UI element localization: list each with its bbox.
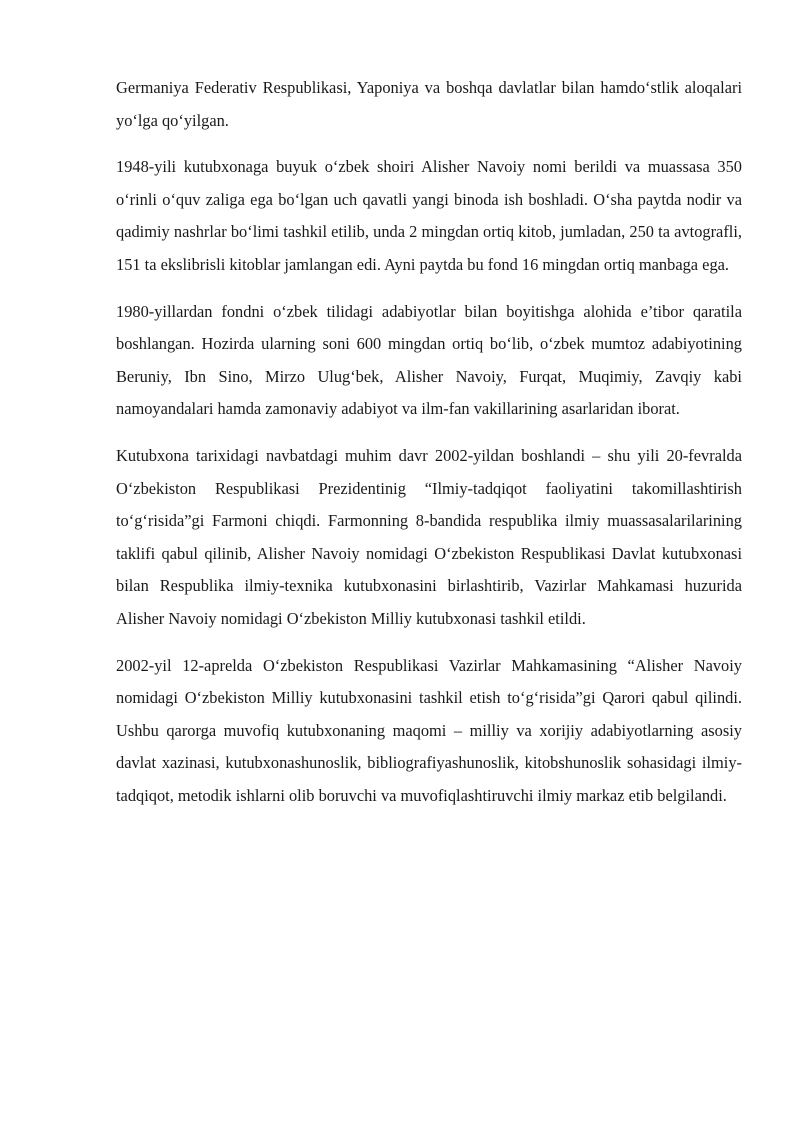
paragraph-5: 2002-yil 12-aprelda O‘zbekiston Respublikasi Vazirlar Mahkamasining “Alisher Navoiy nomidagi O‘zbekiston Milliy kutubxonasini tashkil etish to‘g‘risida”gi Qarori qabul qilindi. Ushbu qarorga muvofiq kutubxonaning maqomi – milliy va xorijiy adabiyotlarning asosiy davlat xazinasi, kutubxonashunoslik, bibliografiyashunoslik, kitobshunoslik sohasidagi ilmiy-tadqiqot, metodik ishlarni olib boruvchi va muvofiqlashtiruvchi ilmiy markaz etib belgilandi. <box>116 655 742 805</box>
document-page <box>116 72 742 826</box>
paragraph-1: Germaniya Federativ Respublikasi, Yaponiya va boshqa davlatlar bilan hamdo‘stlik aloqalari yo‘lga qo‘yilgan. <box>116 78 742 130</box>
paragraph-2: 1948-yili kutubxonaga buyuk o‘zbek shoiri Alisher Navoiy nomi berildi va muassasa 350 o‘rinli o‘quv zaliga ega bo‘lgan uch qavatli yangi binoda ish boshladi. O‘sha paytda nodir va qadimiy nashrlar bo‘limi tashkil etilib, unda 2 mingdan ortiq kitob, jumladan, 250 ta avtografli, 151 ta ekslibrisli kitoblar jamlangan edi. Ayni paytda bu fond 16 mingdan ortiq manbaga ega. <box>116 157 742 274</box>
paragraph-3: 1980-yillardan fondni o‘zbek tilidagi adabiyotlar bilan boyitishga alohida e’tibor qaratila boshlangan. Hozirda ularning soni 600 mingdan ortiq bo‘lib, o‘zbek mumtoz adabiyotining Beruniy, Ibn Sino, Mirzo Ulug‘bek, Alisher Navoiy, Furqat, Muqimiy, Zavqiy kabi namoyandalari hamda zamonaviy adabiyot va ilm-fan vakillarining asarlaridan iborat. <box>116 301 742 419</box>
paragraph-4: Kutubxona tarixidagi navbatdagi muhim davr 2002-yildan boshlandi – shu yili 20-fevralda O‘zbekiston Respublikasi Prezidentinig “Ilmiy-tadqiqot faoliyatini takomillashtirish to‘g‘risida”gi Farmoni chiqdi. Farmonning 8-bandida respublika ilmiy muassasalarilarining taklifi qabul qilinib, Alisher Navoiy nomidagi O‘zbekiston Respublikasi Davlat kutubxonasi bilan Respublika ilmiy-texnika kutubxonasini birlashtirib, Vazirlar Mahkamasi huzurida Alisher Navoiy nomidagi O‘zbekiston Milliy kutubxonasi tashkil etildi. <box>116 445 742 628</box>
